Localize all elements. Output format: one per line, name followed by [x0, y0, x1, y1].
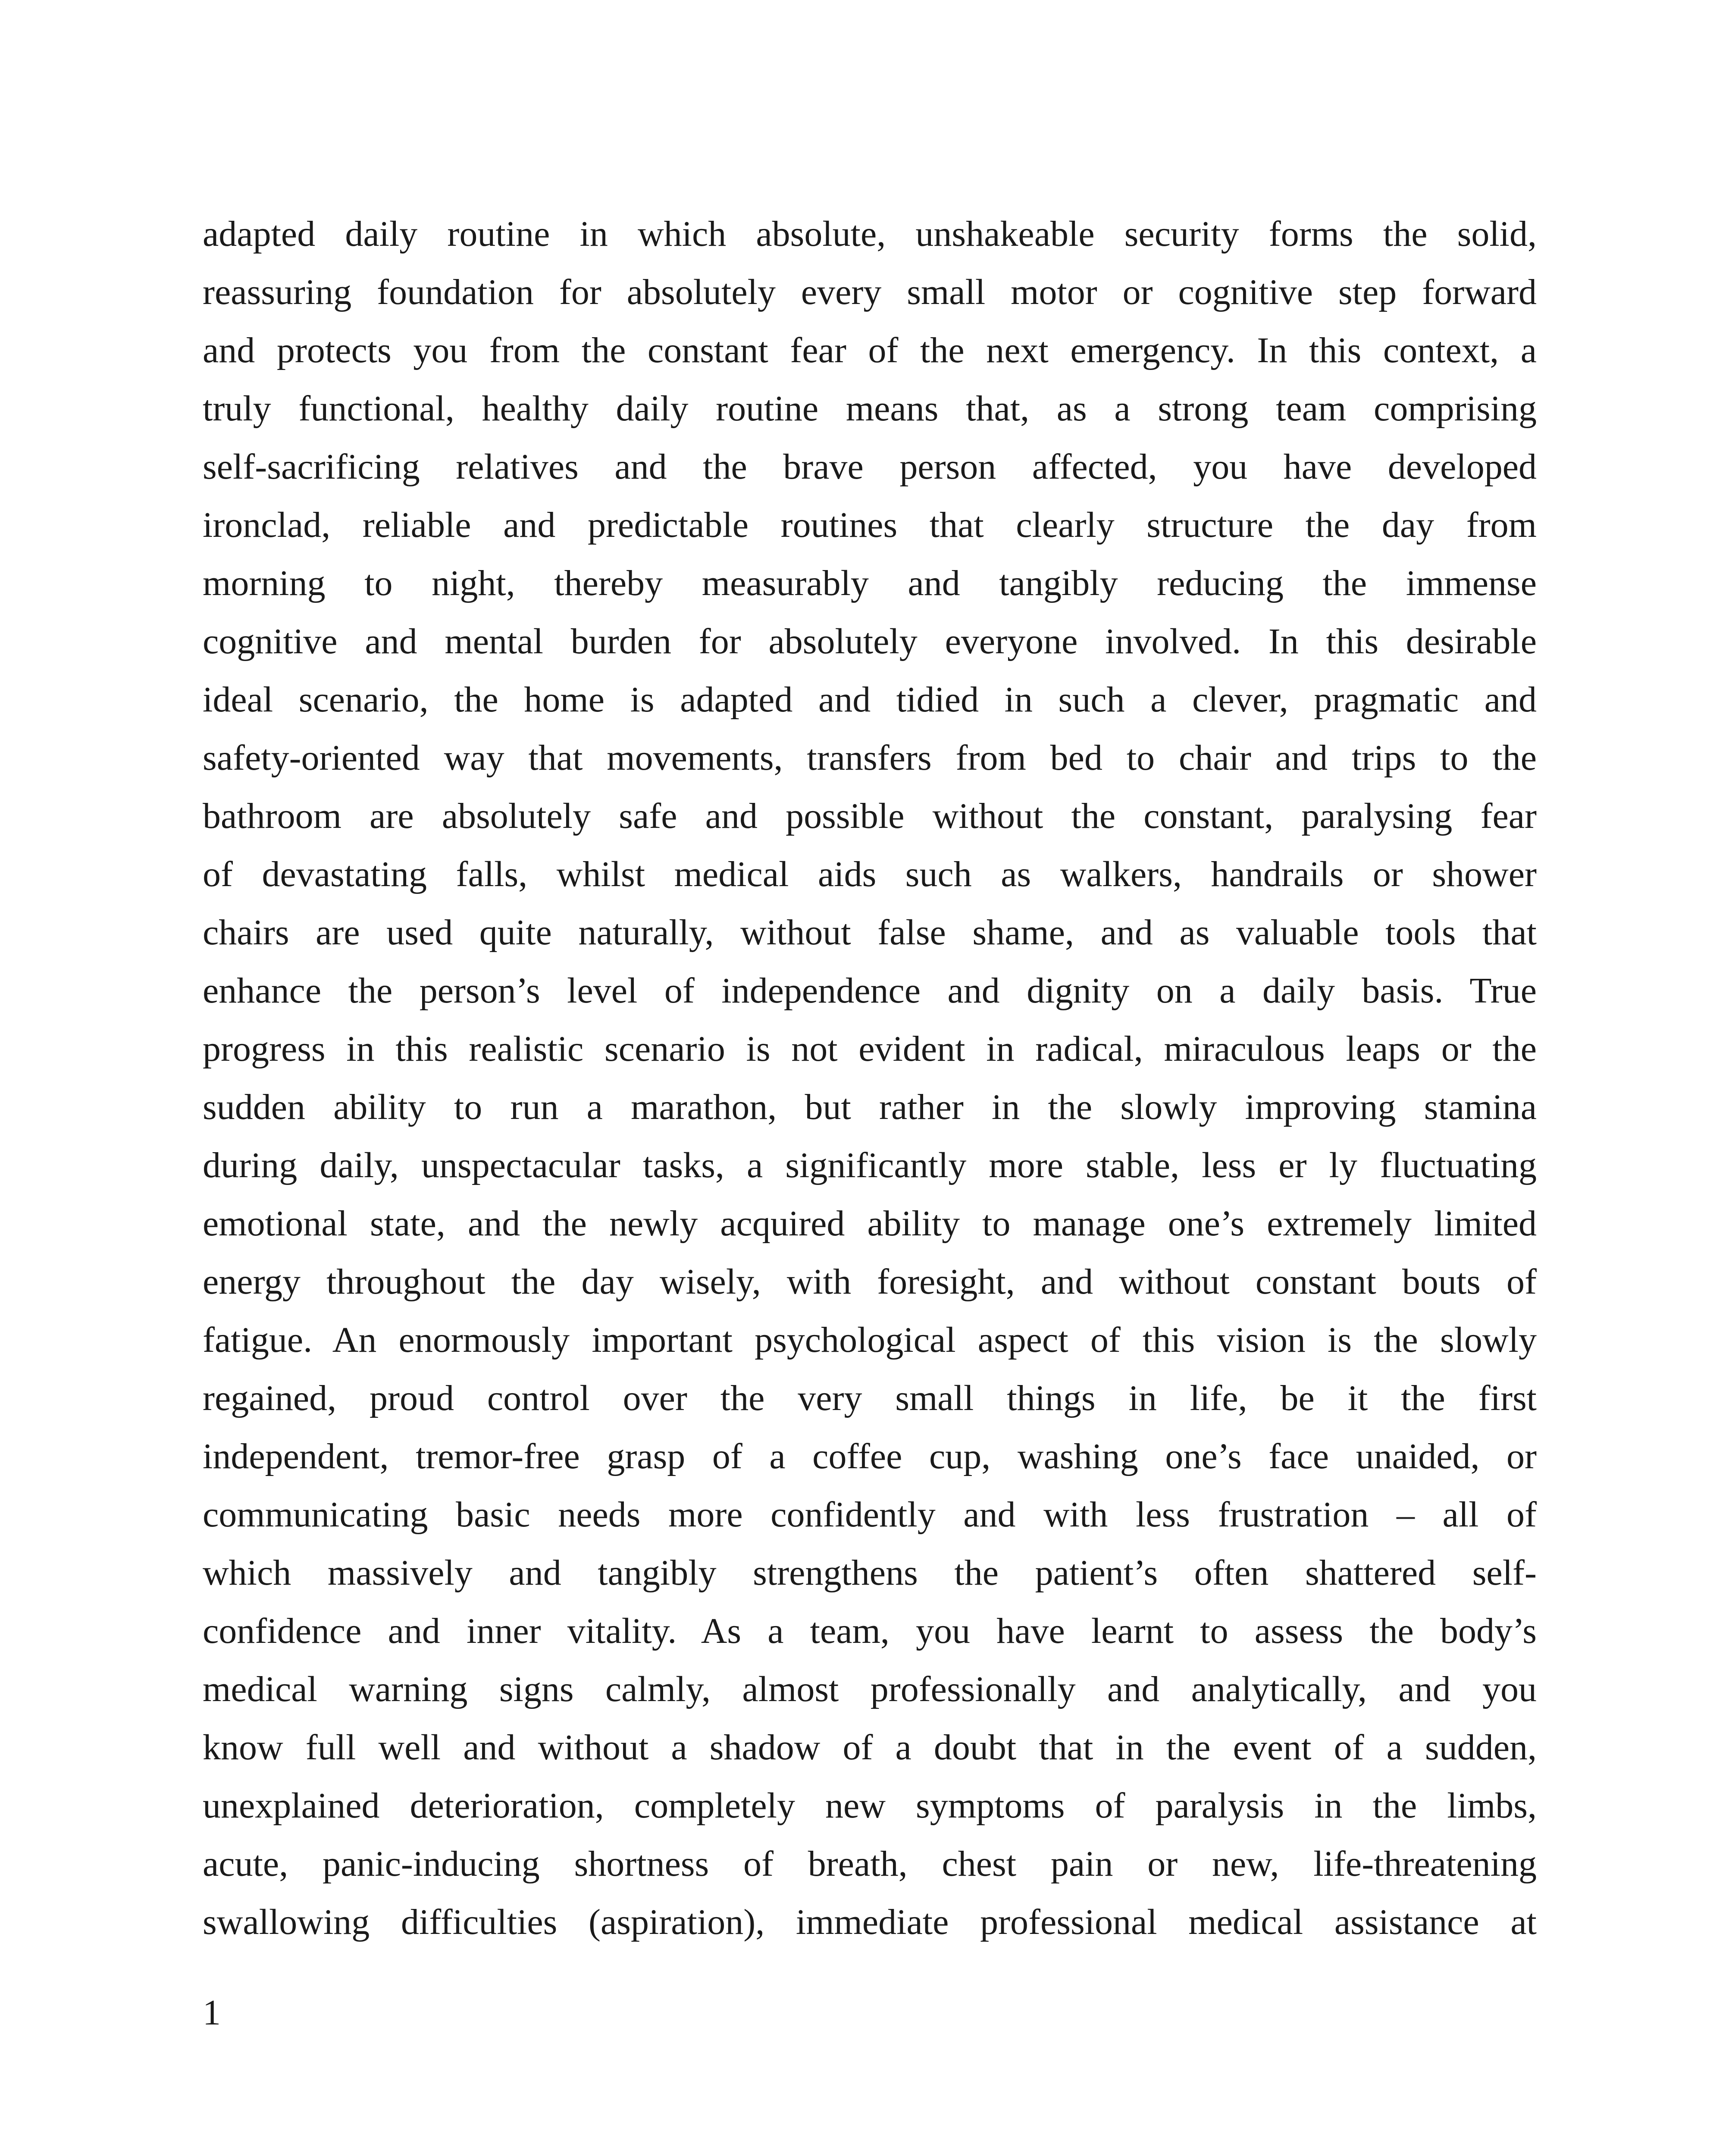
- text-line: independent, tremor-free grasp of a coffee cup, washing one’s face unaided, or: [203, 1436, 1537, 1476]
- text-line: medical warning signs calmly, almost professionally and analytically, and you: [203, 1669, 1537, 1709]
- text-line: communicating basic needs more confidently and with less frustration – all of: [203, 1495, 1537, 1535]
- page-number: 1: [203, 1993, 221, 2033]
- text-line: confidence and inner vitality. As a team, you have learnt to assess the body’s: [203, 1611, 1537, 1651]
- text-line: safety-oriented way that movements, transfers from bed to chair and trips to the: [203, 738, 1537, 778]
- text-line: swallowing difficulties (aspiration), immediate professional medical assistance at: [203, 1902, 1537, 1942]
- text-line: bathroom are absolutely safe and possible without the constant, paralysing fear: [203, 796, 1537, 836]
- text-line: ideal scenario, the home is adapted and tidied in such a clever, pragmatic and: [203, 680, 1537, 720]
- text-line: cognitive and mental burden for absolutely everyone involved. In this desirable: [203, 621, 1537, 661]
- text-line: unexplained deterioration, completely new symptoms of paralysis in the limbs,: [203, 1786, 1537, 1826]
- text-line: during daily, unspectacular tasks, a significantly more stable, less er ly fluctuating: [203, 1145, 1537, 1185]
- body-text: [203, 205, 1537, 1951]
- text-line: regained, proud control over the very small things in life, be it the first: [203, 1378, 1537, 1418]
- text-line: ironclad, reliable and predictable routines that clearly structure the day from: [203, 505, 1537, 545]
- text-line: chairs are used quite naturally, without false shame, and as valuable tools that: [203, 912, 1537, 953]
- text-line: adapted daily routine in which absolute, unshakeable security forms the solid,: [203, 214, 1537, 254]
- text-line: sudden ability to run a marathon, but rather in the slowly improving stamina: [203, 1087, 1537, 1127]
- text-line: progress in this realistic scenario is not evident in radical, miraculous leaps or the: [203, 1029, 1537, 1069]
- text-line: acute, panic-inducing shortness of breath, chest pain or new, life-threatening: [203, 1844, 1537, 1884]
- text-line: of devastating falls, whilst medical aids such as walkers, handrails or shower: [203, 854, 1537, 894]
- text-line: know full well and without a shadow of a doubt that in the event of a sudden,: [203, 1727, 1537, 1767]
- text-line: morning to night, thereby measurably and tangibly reducing the immense: [203, 563, 1537, 603]
- text-line: self-sacrificing relatives and the brave person affected, you have developed: [203, 447, 1537, 487]
- text-line: energy throughout the day wisely, with foresight, and without constant bouts of: [203, 1262, 1537, 1302]
- text-line: fatigue. An enormously important psychological aspect of this vision is the slowly: [203, 1320, 1537, 1360]
- text-line: emotional state, and the newly acquired ability to manage one’s extremely limited: [203, 1203, 1537, 1244]
- text-line: enhance the person’s level of independence and dignity on a daily basis. True: [203, 971, 1537, 1011]
- text-line: which massively and tangibly strengthens the patient’s often shattered self-: [203, 1553, 1537, 1593]
- text-line: truly functional, healthy daily routine means that, as a strong team comprising: [203, 389, 1537, 429]
- text-line: and protects you from the constant fear of the next emergency. In this context, a: [203, 330, 1537, 370]
- text-line: reassuring foundation for absolutely every small motor or cognitive step forward: [203, 272, 1537, 312]
